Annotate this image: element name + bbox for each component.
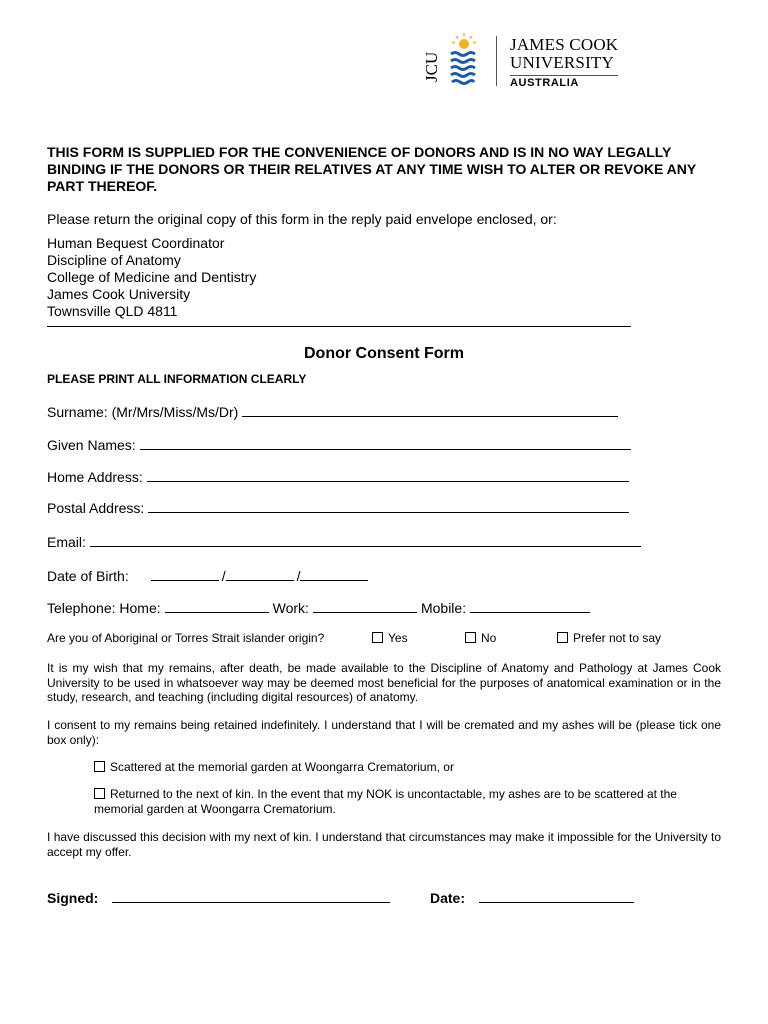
home-address-row [47,467,629,485]
origin-prefer-option[interactable] [557,631,661,645]
return-instructions: Please return the original copy of this form in the reply paid envelope enclosed, or: [47,211,557,227]
checkbox-icon[interactable] [465,632,476,643]
ashes-option-scattered[interactable] [94,760,722,775]
telephone-mobile-label: Mobile: [420,600,467,616]
email-field[interactable] [90,532,641,547]
jcu-crest-icon [424,32,486,88]
date-field[interactable] [479,888,634,903]
home-address-label: Home Address: [47,469,143,485]
telephone-row [47,598,590,616]
logo-divider [496,36,497,86]
jcu-vertical-text: JCU [422,51,441,82]
discussion-paragraph: I have discussed this decision with my next of kin. I understand that circumstances may make it impossible for the University to accept my offer. [47,830,721,859]
origin-question-label: Are you of Aboriginal or Torres Strait islander origin? [47,631,325,645]
email-row [47,532,641,550]
date-label: Date: [430,890,466,906]
checkbox-icon[interactable] [557,632,568,643]
origin-question-row [47,631,662,645]
given-names-field[interactable] [140,435,631,450]
postal-address-row [47,498,629,516]
jcu-logo [424,32,624,88]
disclaimer-text: THIS FORM IS SUPPLIED FOR THE CONVENIENCE OF DONORS AND IS IN NO WAY LEGALLY BINDING IF THE DONORS OR THEIR RELATIVES AT ANY TIME WISH TO ALTER OR REVOKE ANY PART THEREOF. [47,144,696,194]
given-names-label: Given Names: [47,437,136,453]
donation-wish-paragraph: It is my wish that my remains, after death, be made available to the Discipline of Anatomy and Pathology at James Cook University to be used in whatsoever way may be deemed most beneficial for the purposes of anatomical examination or in the study, research, and teaching (including digital resources) of anatomy. [47,661,721,704]
checkbox-icon[interactable] [94,788,105,799]
address-line: James Cook University [47,286,191,302]
origin-yes-label: Yes [388,631,408,645]
section-divider [47,326,631,327]
dob-day-field[interactable] [151,566,219,581]
ashes-option-returned[interactable] [94,787,722,816]
signed-label: Signed: [47,890,99,906]
logo-line-university: UNIVERSITY [510,53,614,72]
address-line: Townsville QLD 4811 [47,303,178,319]
logo-wordmark [510,36,618,89]
surname-label: Surname: (Mr/Mrs/Miss/Ms/Dr) [47,404,239,420]
address-line: College of Medicine and Dentistry [47,269,257,285]
telephone-mobile-field[interactable] [470,598,590,613]
telephone-work-field[interactable] [313,598,417,613]
logo-line-australia: AUSTRALIA [510,75,618,89]
surname-row [47,402,618,420]
date-row [430,888,634,906]
ashes-option-returned-label: Returned to the next of kin. In the event that my NOK is uncontactable, my ashes are to be scattered at the memorial garden at Woongarra Crematorium. [94,787,677,816]
form-title: Donor Consent Form [304,345,464,362]
address-line: Human Bequest Coordinator [47,235,225,251]
date-of-birth-row [47,566,368,584]
dob-separator: / [296,568,301,584]
retention-consent-paragraph: I consent to my remains being retained indefinitely. I understand that I will be cremated and my ashes will be (please tick one box only): [47,718,721,747]
checkbox-icon[interactable] [94,761,105,772]
return-address [47,235,256,320]
dob-month-field[interactable] [226,566,294,581]
telephone-home-label: Telephone: Home: [47,600,161,616]
postal-address-label: Postal Address: [47,500,145,516]
origin-prefer-label: Prefer not to say [573,631,662,645]
checkbox-icon[interactable] [372,632,383,643]
signature-row [47,888,390,906]
address-line: Discipline of Anatomy [47,252,181,268]
surname-field[interactable] [242,402,618,417]
dob-label: Date of Birth: [47,568,129,584]
dob-separator: / [221,568,226,584]
origin-no-label: No [481,631,497,645]
logo-line-james-cook: JAMES COOK [510,35,619,54]
ashes-option-scattered-label: Scattered at the memorial garden at Woongarra Crematorium, or [110,760,454,774]
signature-field[interactable] [112,888,390,903]
telephone-home-field[interactable] [165,598,269,613]
home-address-field[interactable] [147,467,629,482]
dob-year-field[interactable] [300,566,368,581]
waves-icon [451,53,475,84]
origin-yes-option[interactable] [372,631,408,645]
telephone-work-label: Work: [272,600,309,616]
email-label: Email: [47,534,86,550]
given-names-row [47,435,631,453]
sun-icon [452,33,476,49]
print-instruction: PLEASE PRINT ALL INFORMATION CLEARLY [47,372,307,386]
origin-no-option[interactable] [465,631,496,645]
postal-address-field[interactable] [148,498,629,513]
